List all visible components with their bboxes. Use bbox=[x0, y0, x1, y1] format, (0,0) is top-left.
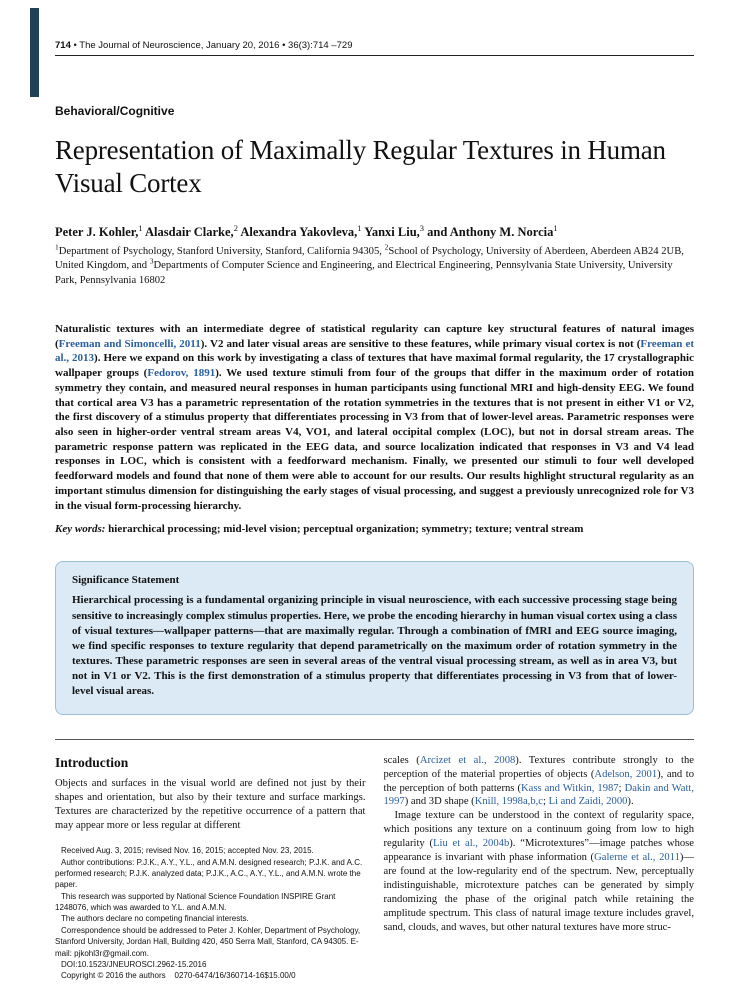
citation-link[interactable]: Knill, 1998a,b,c bbox=[474, 796, 543, 808]
article-title: Representation of Maximally Regular Textures in Human Visual Cortex bbox=[55, 135, 666, 199]
citation-link[interactable]: Arcizet et al., 2008 bbox=[419, 754, 516, 766]
citation-link[interactable]: Galerne et al., 2011 bbox=[594, 852, 680, 864]
introduction-heading: Introduction bbox=[55, 754, 129, 770]
right-column bbox=[384, 754, 695, 982]
affiliation-superscript: 2 bbox=[384, 242, 389, 252]
introduction-paragraph: Objects and surfaces in the visual world are defined not just by their shapes and orientation, but also by their texture and surface markings. Textures are characterized by the repetitive occurrence of a pattern that may appear more or less regular at different bbox=[55, 778, 366, 832]
section-divider-rule bbox=[55, 739, 694, 740]
section-label: Behavioral/Cognitive bbox=[55, 104, 175, 118]
footnote-author-contributions: Author contributions: P.J.K., A.Y., Y.L., and A.M.N. designed research; P.J.K. and A.C. performed research; P.J.K. analyzed data; P.J.K., A.C., A.Y., Y.L., and A.M.N. wrote the paper. bbox=[55, 857, 363, 890]
citation-link[interactable]: Liu et al., 2004b bbox=[433, 838, 510, 850]
affiliation-superscript: 1 bbox=[553, 222, 558, 233]
affiliation-superscript: 2 bbox=[233, 222, 238, 233]
body-paragraph: Image texture can be understood in the context of regularity space, which positions any texture on a continuum going from low to high regularity (Liu et al., 2004b). “Microtextures”—image patches whose appearance is invariant with phase information (Galerne et al., 2011)—are found at the low-regularity end of the spectrum. New, perceptually indistinguishable, microtexture patches can be generated by simply randomizing the phase of the original patch while retaining the amplitude spectrum. This class of natural image texture includes gravel, sand, clouds, and waves, but other natural textures have more struc- bbox=[383, 810, 695, 934]
body-paragraph-continuation: scales (Arcizet et al., 2008). Textures contribute strongly to the perception of the material properties of objects (Adelson, 2001), and to the perception of both patterns (Kass and Witkin, 1987; Dakin and Watt, 1997) and 3D shape (Knill, 1998a,b,c; Li and Zaidi, 2000). bbox=[383, 754, 694, 808]
citation-link[interactable]: Fedorov, 1891 bbox=[147, 367, 216, 380]
article-footnotes bbox=[55, 845, 366, 981]
header-rule bbox=[55, 55, 694, 56]
citation-link[interactable]: Freeman et al., 2013 bbox=[55, 337, 695, 365]
significance-box bbox=[55, 561, 694, 714]
footnote-copyright: Copyright © 2016 the authors 0270-6474/16/360714-16$15.00/0 bbox=[61, 971, 296, 981]
citation-link[interactable]: Kass and Witkin, 1987 bbox=[520, 782, 619, 794]
footnote-correspondence: Correspondence should be addressed to Peter J. Kohler, Department of Psychology, Stanford University, Jordan Hall, Building 420, 450 Serra Mall, Stanford, CA 94305. E-mail: pjkohl3r@gmail.com. bbox=[55, 925, 361, 958]
citation-link[interactable]: Li and Zaidi, 2000 bbox=[548, 796, 628, 808]
keywords-terms: hierarchical processing; mid-level vision; perceptual organization; symmetry; texture; ventral stream bbox=[108, 523, 584, 536]
significance-title: Significance Statement bbox=[72, 574, 180, 587]
abstract-paragraph: Naturalistic textures with an intermediate degree of statistical regularity can capture key structural features of natural images (Freeman and Simoncelli, 2011). V2 and later visual areas are sensitive to these features, while primary visual cortex is not (Freeman et al., 2013). Here we expand on this work by investigating a class of textures that have maximal formal regularity, the 17 crystallographic wallpaper groups (Fedorov, 1891). We used texture stimuli from four of the groups that differ in the maximum order of rotation symmetry they contain, and measured neural responses in human participants using functional MRI and high-density EEG. We found that cortical area V3 has a parametric representation of the rotation symmetries in the textures that is not present in either V1 or V2, the first discovery of a stimulus property that differentiates processing in V3 from that of lower-level areas. Parametric responses were also seen in higher-order ventral stream areas V4, VO1, and lateral occipital complex (LOC), but not in dorsal stream areas. The parametric response pattern was replicated in the EEG data, and source localization indicated that responses in V3 and V4 lead responses in LOC, which is consistent with a feedforward mechanism. Finally, we presented our stimuli to four well developed feedforward models and found that none of them were able to account for our results. Our results highlight structural regularity as an important stimulus dimension for distinguishing the early stages of visual processing, and suggest a previously unrecognized role for V3 in the visual form-processing hierarchy. bbox=[55, 322, 695, 512]
affiliation-superscript: 1 bbox=[55, 242, 59, 252]
two-column-body bbox=[55, 754, 694, 982]
running-head: 714 • The Journal of Neuroscience, January 20, 2016 • 36(3):714 –729 bbox=[55, 40, 353, 51]
citation-link[interactable]: Adelson, 2001 bbox=[594, 768, 658, 780]
footnote-doi: DOI:10.1523/JNEUROSCI.2962-15.2016 bbox=[61, 959, 207, 969]
affiliation-superscript: 1 bbox=[138, 222, 143, 233]
affiliation-superscript: 3 bbox=[419, 222, 425, 233]
affiliation-superscript: 1 bbox=[357, 222, 362, 233]
footnote-received: Received Aug. 3, 2015; revised Nov. 16, 2015; accepted Nov. 23, 2015. bbox=[61, 846, 314, 856]
keywords-line bbox=[55, 523, 694, 535]
significance-text: Hierarchical processing is a fundamental organizing principle in visual neuroscience, with each successive processing stage being sensitive to increasingly complex stimulus properties. Here, we probe the encoding hierarchy in human visual cortex using a class of visual textures—wallpaper patterns—that are maximally regular. Through a combination of fMRI and EEG source imaging, we find specific responses to texture regularity that depend parametrically on the maximum order of rotation symmetry in the textures. These parametric responses are seen in several areas of the ventral visual processing stream, as well as in area V3, but not in V1 or V2. This is the first demonstration of a stimulus property that differentiates processing in V3 from that of lower-level visual areas. bbox=[72, 594, 677, 698]
citation-link[interactable]: Dakin and Watt, 1997 bbox=[383, 782, 694, 808]
affiliation-superscript: 3 bbox=[149, 256, 154, 266]
author-line: Peter J. Kohler,$^1$ Alasdair Clarke,$^2$ Alexandra Yakovleva,$^1$ Yanxi Liu,$^3$ and Anthony M. Norcia$^1$ bbox=[55, 222, 558, 239]
citation-link[interactable]: Freeman and Simoncelli, 2011 bbox=[58, 337, 201, 350]
keywords-label: Key words: bbox=[55, 523, 106, 536]
footnote-funding: This research was supported by National Science Foundation INSPIRE Grant 1248076, which was awarded to Y.L. and A.M.N. bbox=[55, 891, 336, 913]
spine-accent-bar bbox=[30, 8, 39, 97]
footnote-conflict: The authors declare no competing financial interests. bbox=[61, 914, 249, 924]
affiliation-line: $^1$Department of Psychology, Stanford University, Stanford, California 94305, $^2$School of Psychology, University of Aberdeen, Aberdeen AB24 2UB, United Kingdom, and $^3$Departments of Computer Science and Engineering, and Electrical Engineering, Pennsylvania State University, University Park, Pennsylvania 16802 bbox=[55, 242, 684, 286]
left-column bbox=[55, 754, 366, 982]
